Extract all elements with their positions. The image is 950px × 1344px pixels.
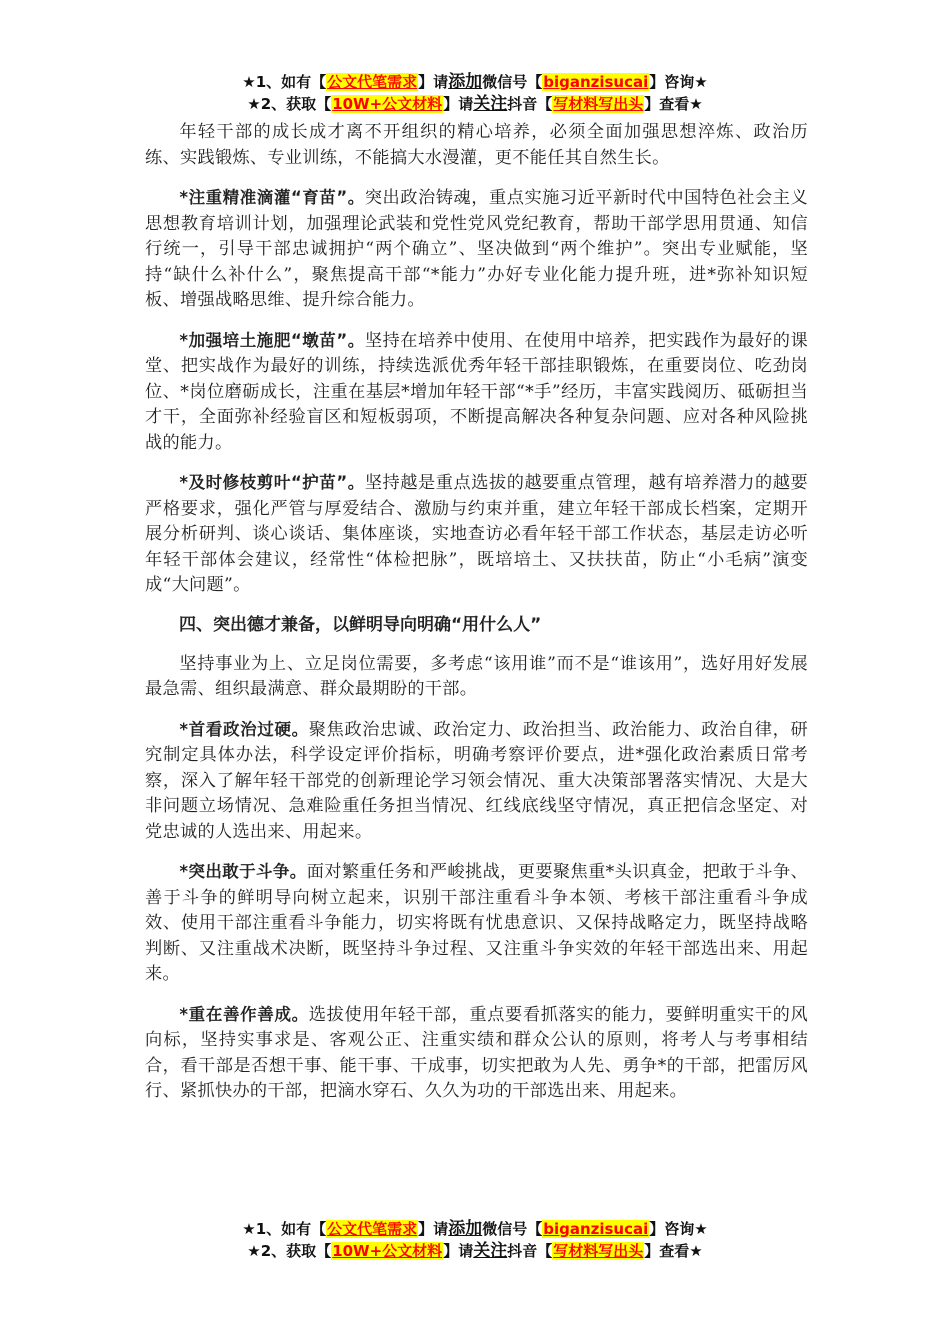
paragraph-lead: *及时修枝剪叶“护苗”。	[179, 473, 365, 492]
section-heading: 四、突出德才兼备，以鲜明导向明确“用什么人”	[179, 614, 542, 635]
wechat-id-highlight[interactable]: biganzisucai	[543, 73, 649, 91]
banner-line-1: ★1、如有【公文代笔需求】请添加微信号【biganzisucai】咨询★	[242, 1219, 708, 1239]
service-highlight[interactable]: 公文代笔需求	[327, 73, 418, 91]
paragraph-struggle: *突出敢于斗争。面对繁重任务和严峻挑战，更要聚焦重*头识真金，把敢于斗争、善于斗争的鲜明导向树立起来，识别干部注重看斗争本领、考核干部注重看斗争成效、使用干部注重看斗争能力，切实将既有忧患意识、又保持战略定力，既坚持战略判断、又注重战术决断，既坚持斗争过程、又注重斗争实效的年轻干部选出来、用起来。	[145, 862, 809, 984]
banner-line-1: ★1、如有【公文代笔需求】请添加微信号【biganzisucai】咨询★	[242, 72, 708, 92]
materials-highlight[interactable]: 10W+公文材料	[332, 1242, 443, 1260]
douyin-account-highlight[interactable]: 写材料写出头	[553, 1242, 644, 1260]
header-banner	[0, 71, 950, 115]
paragraph-lead: *首看政治过硬。	[179, 719, 309, 739]
service-highlight[interactable]: 公文代笔需求	[327, 1220, 418, 1238]
paragraph-cultivate-seedlings: *注重精准滴灌“育苗”。突出政治铸魂，重点实施习近平新时代中国特色社会主义思想教育培训计划，加强理论武装和党性党风党纪教育，帮助干部学思用贯通、知信行统一，引导干部忠诚拥护“两个确立”、坚决做到“两个维护”。突出专业赋能，坚持“缺什么补什么”，聚焦提高干部“*能力”办好专业化能力提升班，进*弥补知识短板、增强战略思维、提升综合能力。	[145, 188, 808, 310]
paragraph-strengthen-seedlings: *加强培土施肥“墩苗”。坚持在培养中使用、在使用中培养，把实践作为最好的课堂、把实战作为最好的训练，持续选派优秀年轻干部挂职锻炼，在重要岗位、吃劲岗位、*岗位磨砺成长，注重在基层*增加年轻干部“*手”经历，丰富实践阅历、砥砺担当才干，全面弥补经验盲区和短板弱项，不断提高解决各种复杂问题、应对各种风险挑战的能力。	[145, 330, 808, 453]
paragraph-protect-seedlings: *及时修枝剪叶“护苗”。坚持越是重点选拔的越要重点管理，越有培养潜力的越要严格要求，强化严管与厚爱结合、激励与约束并重，建立年轻干部成长档案，定期开展分析研判、谈心谈话、集体座谈，实地查访必看年轻干部工作状态，基层走访必听年轻干部体会建议，经常性“体检把脉”，既培培土、又扶扶苗，防止“小毛病”演变成“大问题”。	[145, 473, 808, 595]
paragraph-achievement: *重在善作善成。选拔使用年轻干部，重点要看抓落实的能力，要鲜明重实干的风向标，坚持实事求是、客观公正、注重实绩和群众公认的原则，将考人与考事相结合，看干部是否想干事、能干事、干成事，切实把敢为人先、勇争*的干部，把雷厉风行、紧抓快办的干部，把滴水穿石、久久为功的干部选出来、用起来。	[145, 1004, 809, 1101]
document-body	[145, 120, 808, 1119]
paragraph-lead: *注重精准滴灌“育苗”。	[179, 188, 365, 207]
paragraph-lead: *突出敢于斗争。	[179, 862, 307, 881]
banner-line-2: ★2、获取【10W+公文材料】请关注抖音【写材料写出头】查看★	[247, 94, 703, 114]
paragraph-lead: *重在善作善成。	[179, 1004, 309, 1024]
paragraph-principle: 坚持事业为上、立足岗位需要，多考虑“该用谁”而不是“谁该用”，选好用好发展最急需、组织最满意、群众最期盼的干部。	[145, 653, 808, 699]
paragraph-political: *首看政治过硬。聚焦政治忠诚、政治定力、政治担当、政治能力、政治自律，研究制定具体办法，科学设定评价指标，明确考察评价要点，进*强化政治素质日常考察，深入了解年轻干部党的创新理论学习领会情况、重大决策部署落实情况、大是大非问题立场情况、急难险重任务担当情况、红线底线坚守情况，真正把信念坚定、对党忠诚的人选出来、用起来。	[145, 719, 809, 842]
intro-paragraph: 年轻干部的成长成才离不开组织的精心培养，必须全面加强思想淬炼、政治历练、实践锻炼、专业训练，不能搞大水漫灌，更不能任其自然生长。	[145, 122, 808, 168]
paragraph-lead: *加强培土施肥“墩苗”。	[179, 330, 365, 350]
materials-highlight[interactable]: 10W+公文材料	[332, 95, 443, 113]
footer-banner	[0, 1218, 950, 1262]
banner-line-2: ★2、获取【10W+公文材料】请关注抖音【写材料写出头】查看★	[247, 1241, 703, 1261]
douyin-account-highlight[interactable]: 写材料写出头	[553, 95, 644, 113]
wechat-id-highlight[interactable]: biganzisucai	[543, 1220, 649, 1238]
